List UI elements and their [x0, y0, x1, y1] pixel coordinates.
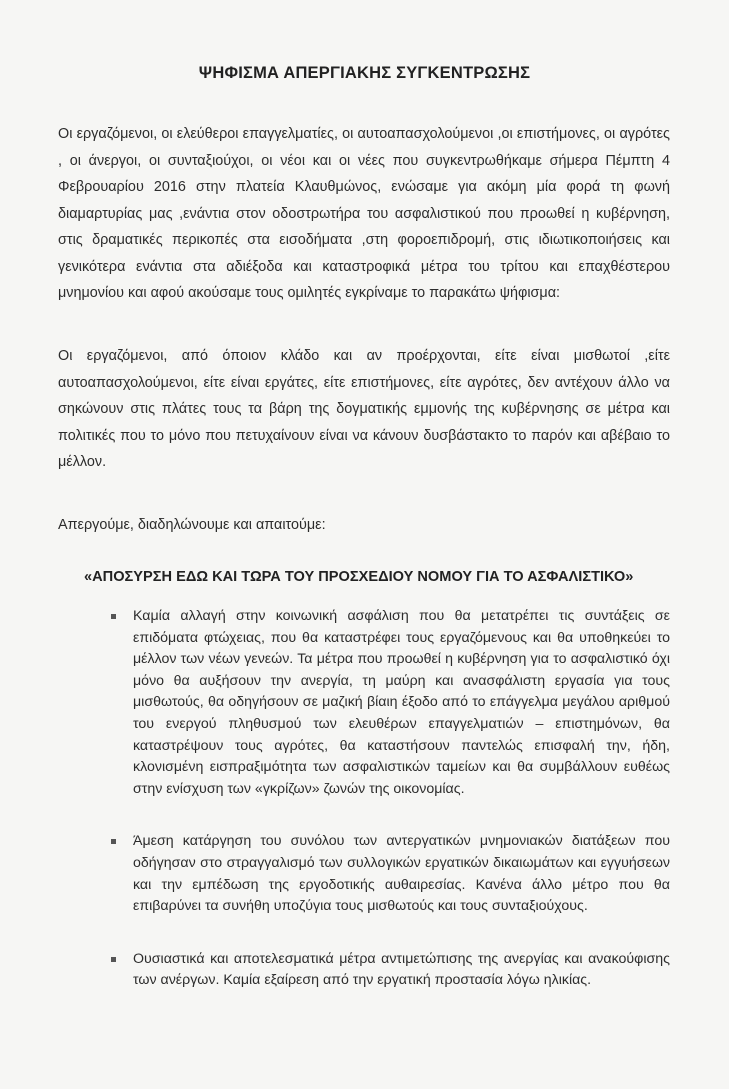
bullet-marker-icon: [111, 957, 116, 962]
list-item-text: Άμεση κατάργηση του συνόλου των αντεργατικών μνημονιακών διατάξεων που οδήγησαν στο στραγγαλισμό των συλλογικών εργατικών δικαιωμάτων και εγγυήσεων και την εμπέδωση της εργοδοτικής αυθαιρεσίας. Κανένα άλλο μέτρο που θα επιβαρύνει τα συνήθη υποζύγια τους μισθωτούς και τους συνταξιούχους.: [133, 833, 670, 915]
list-item-text: Καμία αλλαγή στην κοινωνική ασφάλιση που θα μετατρέπει τις συντάξεις σε επιδόματα φτώχειας, που θα καταστρέφει τους εργαζόμενους και θα υποθηκεύει το μέλλον των νέων γενεών. Τα μέτρα που προωθεί η κυβέρνηση για το ασφαλιστικό όχι μόνο θα αυξήσουν την ανεργία, τη μαύρη και ανασφάλιστη εργασία για τους μισθωτούς, θα οδηγήσουν σε μαζική βίαιη έξοδο από το επάγγελμα μεγάλου αριθμού του ενεργού πληθυσμού των ελευθέρων επαγγελματιών – επιστημόνων, θα καταστρέψουν τους αγρότες, θα καταστήσουν παντελώς επισφαλή την, ήδη, κλονισμένη εισπραξιμότητα των ασφαλιστικών ταμείων και θα συμβάλλουν ευθέως στην ενίσχυση των «γκρίζων» ζωνών της οικονομίας.: [133, 608, 670, 797]
document-title: ΨΗΦΙΣΜΑ ΑΠΕΡΓΙΑΚΗΣ ΣΥΓΚΕΝΤΡΩΣΗΣ: [198, 64, 531, 82]
bullet-marker-icon: [111, 839, 116, 844]
list-item-text: Ουσιαστικά και αποτελεσματικά μέτρα αντιμετώπισης της ανεργίας και ανακούφισης των ανέργων. Καμία εξαίρεση από την εργατική προστασία λόγω ηλικίας.: [133, 950, 670, 989]
intro-paragraph: Οι εργαζόμενοι, οι ελεύθεροι επαγγελματίες, οι αυτοαπασχολούμενοι ,οι επιστήμονες, οι αγρότες , οι άνεργοι, οι συνταξιούχοι, οι νέοι και οι νέες που συγκεντρωθήκαμε σήμερα Πέμπτη 4 Φεβρουαρίου 2016 στην πλατεία Κλαυθμώνος, ενώσαμε για ακόμη μία φορά τη φωνή διαμαρτυρίας μας ,ενάντια στον οδοστρωτήρα του ασφαλιστικού που προωθεί η κυβέρνηση, στις δραματικές περικοπές στα εισοδήματα ,στη φοροεπιδρομή, στις ιδιωτικοποιήσεις και γενικότερα ενάντια στα αδιέξοδα και καταστροφικά μέτρα του τρίτου και επαχθέστερου μνημονίου και αφού ακούσαμε τους ομιλητές εγκρίναμε το παρακάτω ψήφισμα:: [58, 126, 670, 301]
demands-list: [0, 606, 729, 992]
second-paragraph: Οι εργαζόμενοι, από όποιον κλάδο και αν προέρχονται, είτε είναι μισθωτοί ,είτε αυτοαπασχολούμενοι, είτε είναι εργάτες, είτε επιστήμονες, είτε αγρότες, δεν αντέχουν άλλο να σηκώνουν στις πλάτες τους τα βάρη της δογματικής εμμονής της κυβέρνησης σε μέτρα και πολιτικές που το μόνο που πετυχαίνουν είναι να κάνουν δυσβάστακτο το παρόν και αβέβαιο το μέλλον.: [58, 348, 670, 470]
list-item: [133, 831, 670, 917]
list-item: [133, 606, 670, 800]
bullet-marker-icon: [111, 614, 116, 619]
demand-heading: «ΑΠΟΣΥΡΣΗ ΕΔΩ ΚΑΙ ΤΩΡΑ ΤΟΥ ΠΡΟΣΧΕΔΙΟΥ ΝΟΜΟΥ ΓΙΑ ΤΟ ΑΣΦΑΛΙΣΤΙΚΟ»: [84, 569, 634, 585]
demands-intro: Απεργούμε, διαδηλώνουμε και απαιτούμε:: [58, 517, 326, 533]
list-item: [133, 949, 670, 992]
